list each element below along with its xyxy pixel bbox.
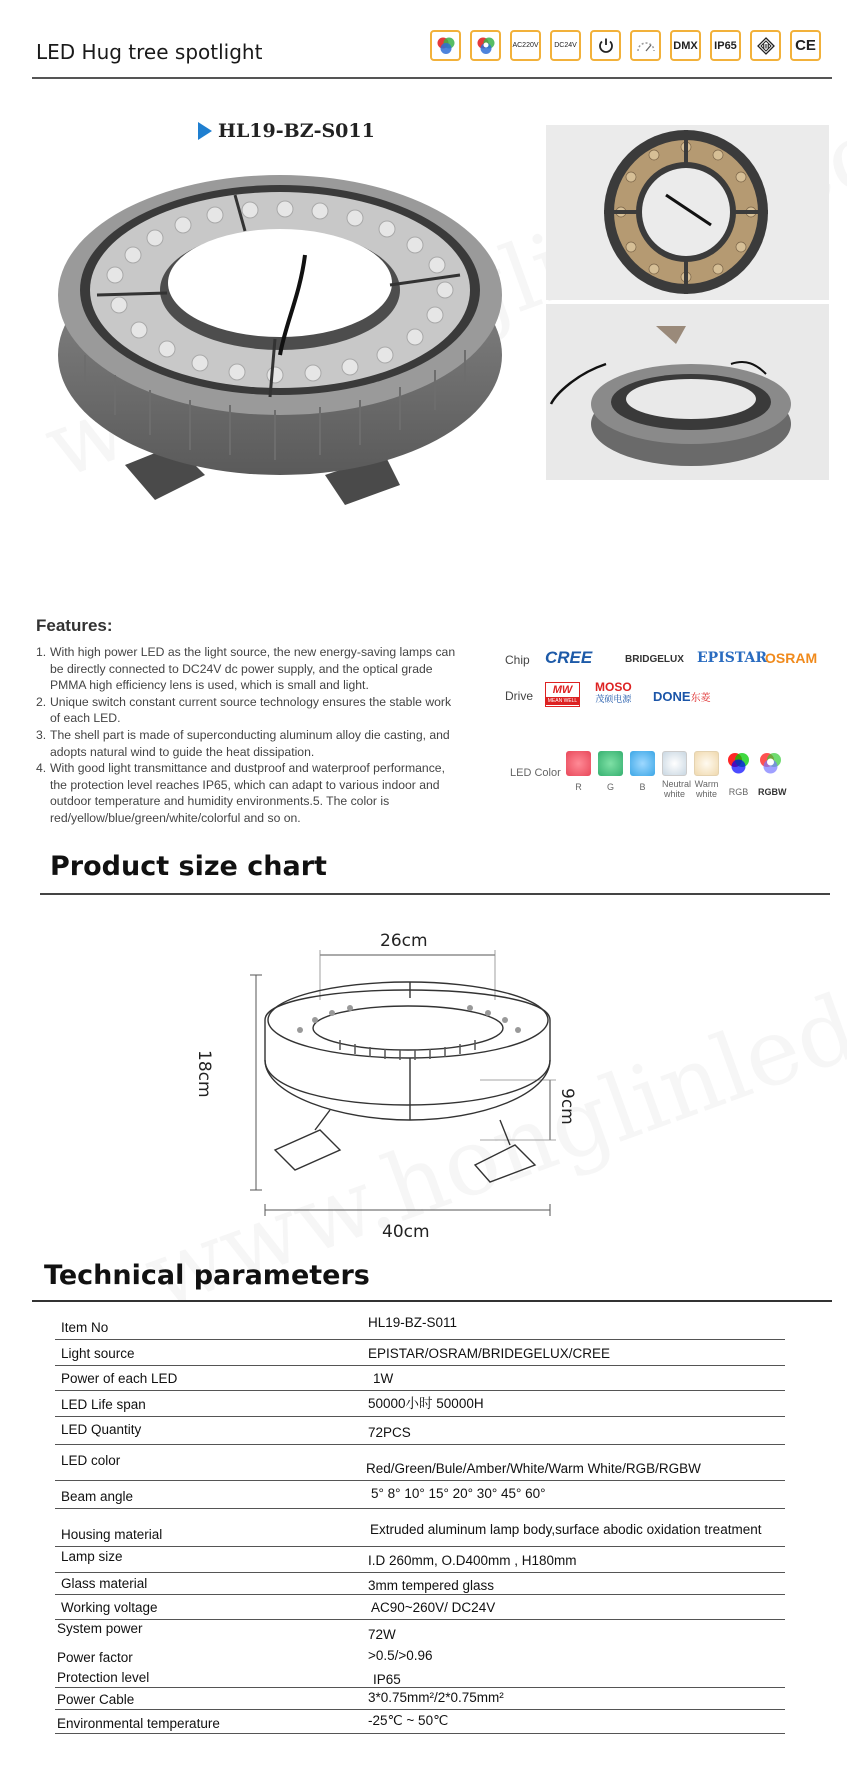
rgbw-swatch	[758, 751, 783, 776]
color-option: B	[630, 751, 655, 799]
list-item: 4. With good light transmittance and dustproof and waterproof performance, the protection level reaches IP65, which can adapt to various indoor and outdoor temperature and humidity environments.5. The color is red/yellow/blue/green/white/colorful and so on.	[36, 761, 445, 825]
neutral-white-swatch	[662, 751, 687, 776]
size-chart-heading: Product size chart	[50, 851, 327, 882]
table-row: LED Quantity 72PCS	[55, 1417, 785, 1445]
table-row: Lamp size I.D 260mm, O.D400mm , H180mm	[55, 1547, 785, 1573]
dimension-height: 18cm	[194, 1050, 214, 1098]
section-divider	[40, 893, 830, 895]
color-swatches	[566, 751, 786, 799]
dimension-outer-diameter: 40cm	[382, 1222, 430, 1242]
color-option: G	[598, 751, 623, 799]
table-row: Item No HL19-BZ-S011	[55, 1313, 785, 1340]
list-item: 1. With high power LED as the light source, the new energy-saving lamps can be directly connected to DC24V dc power supply, and the optical grade PMMA high efficiency lens is used, which is small and light.	[36, 645, 456, 693]
table-row: Power Cable 3*0.75mm²/2*0.75mm²	[55, 1688, 785, 1710]
table-row: Working voltage AC90~260V/ DC24V	[55, 1595, 785, 1620]
table-row: Power factor >0.5/>0.96	[57, 1648, 433, 1665]
dmx-icon: DMX	[670, 30, 701, 61]
list-item: 2. Unique switch constant current source technology ensures the stable work of each LED.	[36, 694, 452, 726]
table-row: Light source EPISTAR/OSRAM/BRIDEGELUX/CREE	[55, 1340, 785, 1366]
chip-label: Chip	[505, 653, 530, 667]
table-row: Glass material 3mm tempered glass	[55, 1573, 785, 1595]
brand-moso-logo: MOSO 茂硕电源	[595, 680, 632, 704]
power-icon	[590, 30, 621, 61]
brand-done-logo: DONE东菱	[653, 689, 711, 704]
header-divider	[32, 77, 832, 79]
drive-label: Drive	[505, 689, 534, 703]
features-heading: Features:	[36, 616, 113, 635]
table-row: System power 72W	[57, 1621, 396, 1642]
blue-swatch	[630, 751, 655, 776]
red-swatch	[566, 751, 591, 776]
table-row: Beam angle 5° 8° 10° 15° 20° 30° 45° 60°	[55, 1481, 785, 1509]
certification-icons	[430, 30, 821, 61]
product-photo-back-view	[546, 304, 829, 480]
color-option: R	[566, 751, 591, 799]
table-row: Environmental temperature -25℃ ~ 50℃	[55, 1710, 785, 1734]
color-option: Neutral white	[662, 751, 687, 799]
class-iii-icon	[750, 30, 781, 61]
ip65-icon: IP65	[710, 30, 741, 61]
warm-white-swatch	[694, 751, 719, 776]
table-row: Power of each LED 1W	[55, 1366, 785, 1391]
led-color-label: LED Color	[510, 767, 561, 779]
dc24v-icon: DC24V	[550, 30, 581, 61]
rgb-swatch	[726, 751, 751, 776]
dimension-body-height: 9cm	[557, 1088, 577, 1125]
table-row: Protection level IP65	[55, 1666, 785, 1688]
product-photo	[55, 155, 505, 515]
color-option: Warm white	[694, 751, 719, 799]
page-title: LED Hug tree spotlight	[36, 40, 263, 64]
table-row: Housing material Extruded aluminum lamp body,surface abodic oxidation treatment	[55, 1509, 785, 1547]
color-option: RGB	[726, 751, 751, 799]
rgbw-icon	[470, 30, 501, 61]
brand-cree-logo: CREE	[545, 648, 593, 667]
model-heading	[198, 120, 375, 142]
brand-meanwell-logo: MW MEAN WELL	[545, 682, 580, 707]
color-option: RGBW	[758, 751, 786, 799]
section-divider	[32, 1300, 832, 1302]
size-chart-drawing	[220, 920, 580, 1220]
tech-params-heading: Technical parameters	[44, 1260, 370, 1291]
product-photo-top-view	[546, 125, 829, 300]
ac220v-icon: AC220V	[510, 30, 541, 61]
features-list	[36, 644, 461, 827]
dimmer-icon	[630, 30, 661, 61]
brand-epistar-logo: EPISTAR	[697, 650, 768, 666]
list-item: 3. The shell part is made of superconducting aluminum alloy die casting, and adopts natural wind to guide the heat dissipation.	[36, 727, 450, 759]
brand-bridgelux-logo: BRIDGELUX	[625, 654, 684, 665]
model-number: HL19-BZ-S011	[218, 120, 375, 142]
rgb-icon	[430, 30, 461, 61]
table-row: LED Life span 50000小时 50000H	[55, 1391, 785, 1417]
svg-text:III: III	[762, 43, 769, 50]
table-row: LED color Red/Green/Bule/Amber/White/Warm White/RGB/RGBW	[55, 1445, 785, 1481]
ce-icon: CE	[790, 30, 821, 61]
green-swatch	[598, 751, 623, 776]
arrow-icon	[198, 122, 212, 140]
dimension-inner-diameter: 26cm	[380, 931, 428, 951]
brand-osram-logo: OSRAM	[765, 650, 818, 666]
